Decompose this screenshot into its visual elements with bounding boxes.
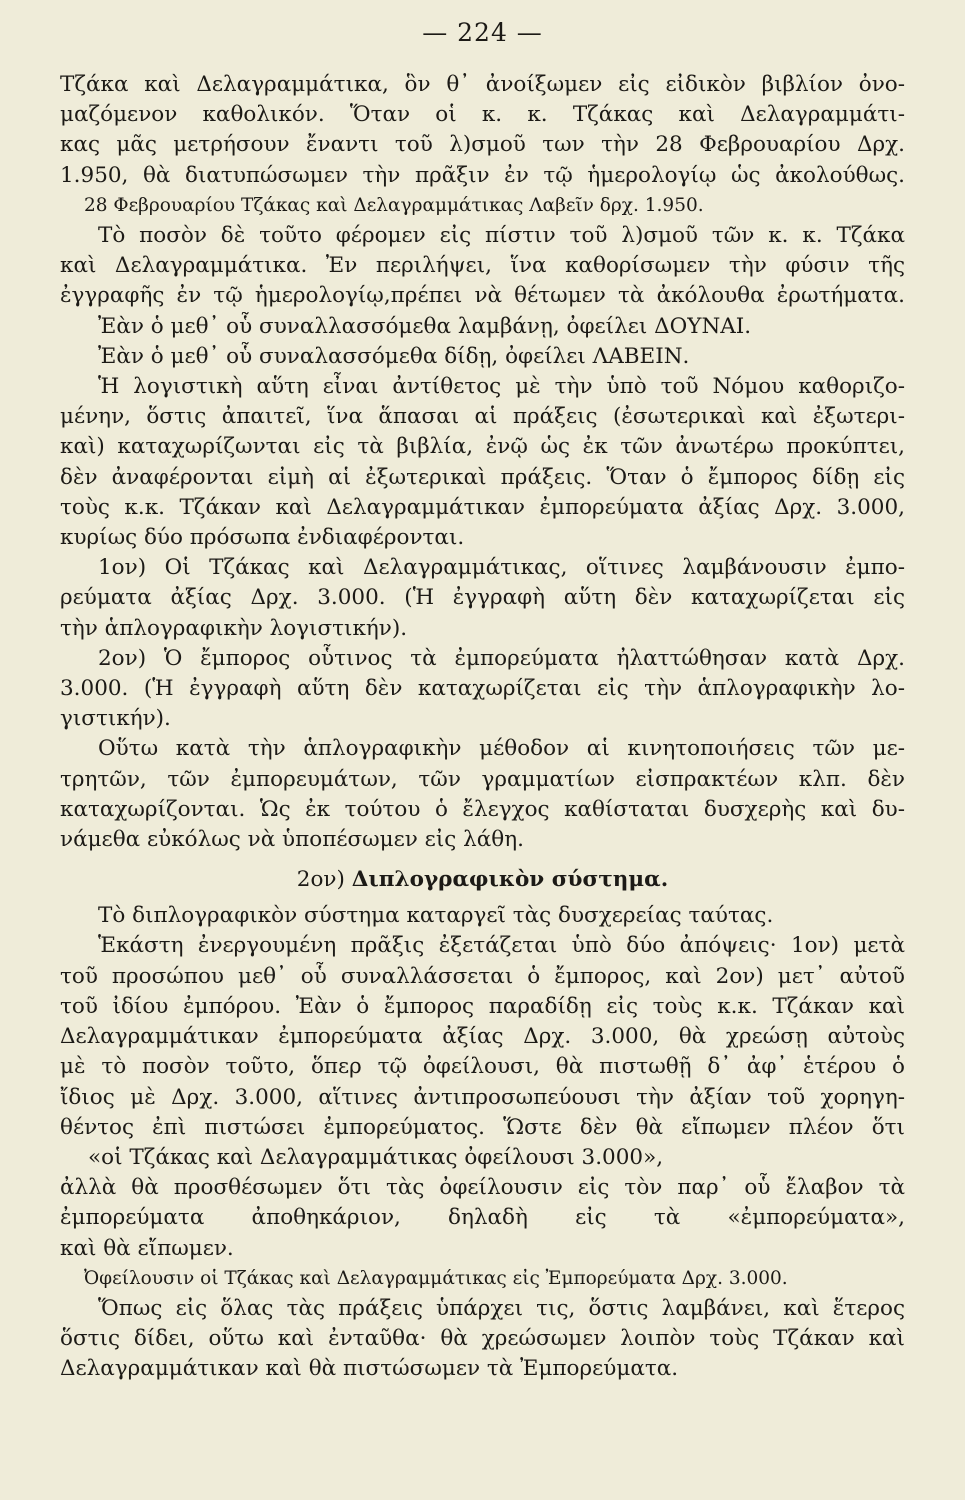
paragraph-7 <box>60 901 905 1143</box>
quoted-statement: «οἱ Τζάκας καὶ Δελαγραμμάτικας ὀφείλουσι 3.000», <box>88 1144 664 1170</box>
text-line: ἀλλὰ θὰ προσθέσωμεν ὅτι τὰς ὀφείλουσιν εἰς τὸν παρ᾽ οὗ ἔλαβον τὰ <box>60 1175 905 1201</box>
text-line: Ἑκάστη ἐνεργουμένη πρᾶξις ἐξετάζεται ὑπὸ δύο ἀπόψεις· 1ον) μετὰ <box>98 933 905 959</box>
text-line: ὅστις δίδει, οὕτω καὶ ἐνταῦθα· θὰ χρεώσωμεν λοιπὸν τοὺς Τζάκαν καὶ <box>60 1326 905 1352</box>
text-line: Δελαγραμμάτικαν καὶ θὰ πιστώσωμεν τὰ Ἐμπορεύματα. <box>60 1356 679 1382</box>
text-line: κας μᾶς μετρήσουν ἔναντι τοῦ λ)σμοῦ των τὴν 28 Φεβρουαρίου Δρχ. <box>60 132 905 158</box>
text-line: γιστικήν). <box>60 706 171 732</box>
text-line: Ὅπως εἰς ὅλας τὰς πράξεις ὑπάρχει τις, ὅστις λαμβάνει, καὶ ἕτερος <box>98 1295 905 1321</box>
text-line: μὲ τὸ ποσὸν τοῦτο, ὅπερ τῷ ὀφείλουσι, θὰ πιστωθῇ δ᾽ ἀφ᾽ ἑτέρου ὁ <box>60 1054 905 1080</box>
paragraph-8 <box>60 1173 905 1264</box>
section-number: 2ον) <box>296 867 345 893</box>
text-line: κυρίως δύο πρόσωπα ἐνδιαφέρονται. <box>60 525 465 551</box>
text-line: 1ον) Οἱ Τζάκας καὶ Δελαγραμμάτικας, οἵτινες λαμβάνουσιν ἐμπο- <box>98 555 905 581</box>
text-line: καὶ) καταχωρίζωνται εἰς τὰ βιβλία, ἐνῷ ὡς ἐκ τῶν ἀνωτέρω προκύπτει, <box>60 434 905 460</box>
text-line: τοὺς κ.κ. Τζάκαν καὶ Δελαγραμμάτικαν ἐμπορεύματα ἀξίας Δρχ. 3.000, <box>60 494 905 520</box>
rules-list <box>60 312 905 372</box>
text-line: 1.950, θὰ διατυπώσωμεν τὴν πρᾶξιν ἐν τῷ ἡμερολογίῳ ὡς ἀκολούθως. <box>60 162 905 188</box>
text-line: καταχωρίζονται. Ὡς ἐκ τούτου ὁ ἔλεγχος καθίσταται δυσχερὴς καὶ δυ- <box>60 796 905 822</box>
rule-line: Ἐὰν ὁ μεθ᾽ οὗ συναλλασσόμεθα λαμβάνῃ, ὀφείλει ΔΟΥΝΑΙ. <box>98 313 752 339</box>
text-line: Ἡ λογιστικὴ αὕτη εἶναι ἀντίθετος μὲ τὴν ὑπὸ τοῦ Νόμου καθοριζο- <box>98 374 905 400</box>
section-title: Διπλογραφικὸν σύστημα. <box>351 867 669 893</box>
text-line: δὲν ἀναφέρονται εἰμὴ αἱ ἐξωτερικαὶ πράξεις. Ὅταν ὁ ἔμπορος δίδῃ εἰς <box>60 464 905 490</box>
paragraph-6 <box>60 734 905 855</box>
text-line: τὴν ἁπλογραφικὴν λογιστικήν). <box>60 615 408 641</box>
text-line: καὶ Δελαγραμμάτικα. Ἐν περιλήψει, ἵνα καθορίσωμεν τὴν φύσιν τῆς <box>60 253 905 279</box>
text-line: 2ον) Ὁ ἔμπορος οὗτινος τὰ ἐμπορεύματα ἠλαττώθησαν κατὰ Δρχ. <box>98 645 905 671</box>
text-line: ἴδιος μὲ Δρχ. 3.000, αἵτινες ἀντιπροσωπεύουσι τὴν ἀξίαν τοῦ χορηγη- <box>60 1084 905 1110</box>
text-line: ρεύματα ἀξίας Δρχ. 3.000. (Ἡ ἐγγραφὴ αὕτη δὲν καταχωρίζεται εἰς <box>60 585 905 611</box>
paragraph-9 <box>60 1294 905 1385</box>
text-line: ἐμπορεύματα ἀποθηκάριον, δηλαδὴ εἰς τὰ «ἐμπορεύματα», <box>60 1205 905 1231</box>
section-heading <box>60 863 905 897</box>
text-line: μαζόμενον καθολικόν. Ὅταν οἱ κ. κ. Τζάκας καὶ Δελαγραμμάτι- <box>60 102 905 128</box>
text-line: Τὸ διπλογραφικὸν σύστημα καταργεῖ τὰς δυσχερείας ταύτας. <box>98 903 774 929</box>
text-line: 3.000. (Ἡ ἐγγραφὴ αὕτη δὲν καταχωρίζεται εἰς τὴν ἁπλογραφικὴν λο- <box>60 676 905 702</box>
text-line: Τὸ ποσὸν δὲ τοῦτο φέρομεν εἰς πίστιν τοῦ λ)σμοῦ τῶν κ. κ. Τζάκα <box>98 223 905 249</box>
paragraph-3 <box>60 372 905 553</box>
text-line: καὶ θὰ εἴπωμεν. <box>60 1235 234 1261</box>
text-line: Τζάκα καὶ Δελαγραμμάτικα, ὃν θ᾽ ἀνοίξωμεν εἰς εἰδικὸν βιβλίον ὀνο- <box>60 72 905 97</box>
text-line: ἐγγραφῆς ἐν τῷ ἡμερολογίῳ,πρέπει νὰ θέτωμεν τὰ ἀκόλουθα ἐρωτήματα. <box>60 283 905 309</box>
text-line: μένην, ὅστις ἀπαιτεῖ, ἵνα ἅπασαι αἱ πράξεις (ἐσωτερικαὶ καὶ ἐξωτερι- <box>60 404 905 430</box>
journal-entry-2: Ὀφείλουσιν οἱ Τζάκας καὶ Δελαγραμμάτικας εἰς Ἐμπορεύματα Δρχ. 3.000. <box>84 1267 788 1289</box>
paragraph-4 <box>60 553 905 644</box>
text-line: θέντος ἐπὶ πιστώσει ἐμπορεύματος. Ὥστε δὲν θὰ εἴπωμεν πλέον ὅτι <box>60 1114 905 1140</box>
text-line: τοῦ ἰδίου ἐμπόρου. Ἐὰν ὁ ἔμπορος παραδίδῃ εἰς τοὺς κ.κ. Τζάκαν καὶ <box>60 993 905 1019</box>
paragraph-2 <box>60 221 905 312</box>
paragraph-1 <box>60 70 905 191</box>
page-number: — 224 — <box>422 18 543 47</box>
rule-line: Ἐὰν ὁ μεθ᾽ οὗ συναλασσόμεθα δίδῃ, ὀφείλει ΛΑΒΕΙΝ. <box>98 343 690 369</box>
paragraph-5 <box>60 644 905 735</box>
journal-entry-1: 28 Φεβρουαρίου Τζάκας καὶ Δελαγραμμάτικας Λαβεῖν δρχ. 1.950. <box>84 194 704 216</box>
text-line: νάμεθα εὐκόλως νὰ ὑποπέσωμεν εἰς λάθη. <box>60 827 524 853</box>
text-line: Οὕτω κατὰ τὴν ἁπλογραφικὴν μέθοδον αἱ κινητοποιήσεις τῶν με- <box>98 736 905 762</box>
text-line: Δελαγραμμάτικαν ἐμπορεύματα ἀξίας Δρχ. 3.000, θὰ χρεώσῃ αὐτοὺς <box>60 1024 905 1050</box>
text-line: τοῦ προσώπου μεθ᾽ οὗ συναλλάσσεται ὁ ἔμπορος, καὶ 2ον) μετ᾽ αὐτοῦ <box>60 963 905 989</box>
text-line: τρητῶν, τῶν ἐμπορευμάτων, τῶν γραμματίων εἰσπρακτέων κλπ. δὲν <box>60 766 905 792</box>
